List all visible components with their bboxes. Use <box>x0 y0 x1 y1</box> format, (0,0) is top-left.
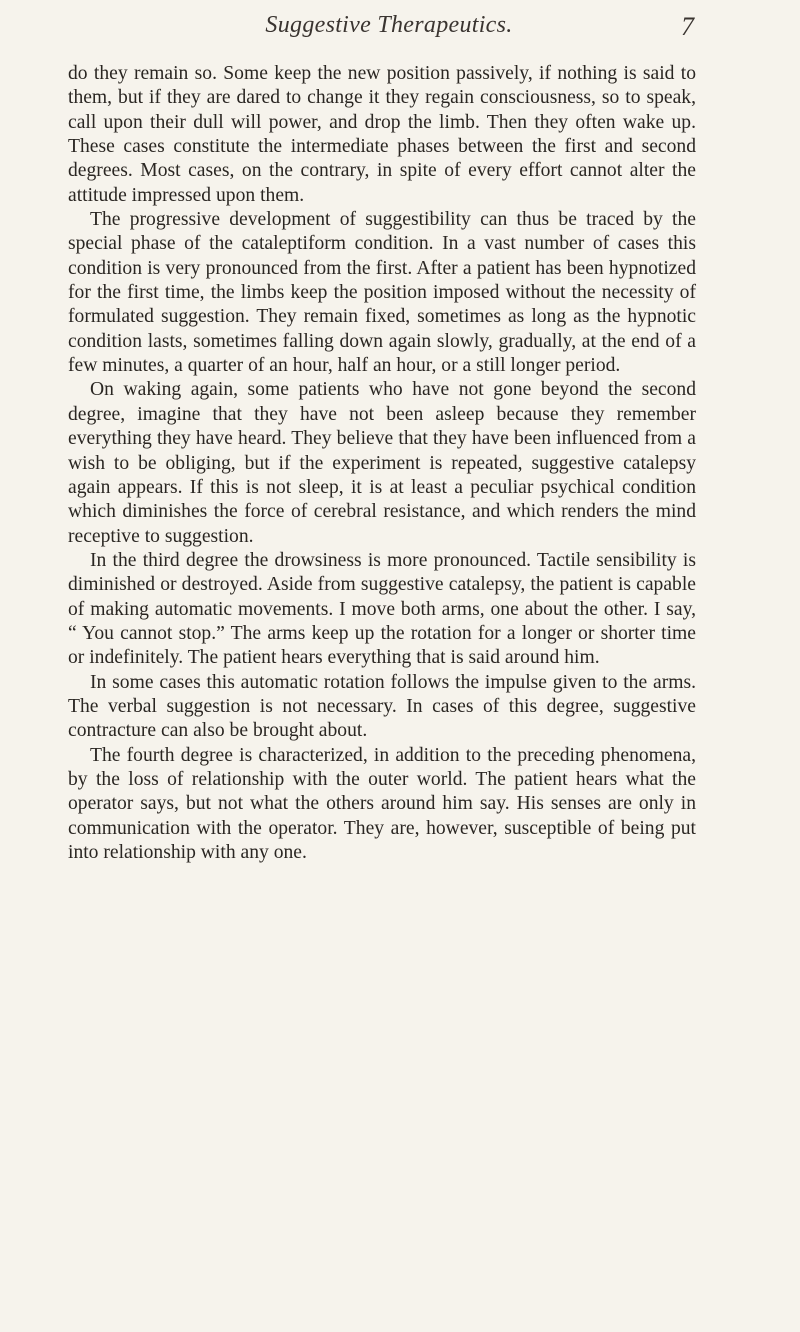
paragraph-6: The fourth degree is characterized, in addition to the preceding phenomena, by the loss of relationship with the outer world. The patient hears what the operator says, but not what the others around him say. His senses are only in communication with the operator. They are, however, susceptible of being put into relationship with any one. <box>68 744 696 863</box>
body-text <box>68 62 696 865</box>
paragraph-1: do they remain so. Some keep the new position passively, if nothing is said to them, but if they are dared to change it they regain consciousness, so to speak, call upon their dull will power, and drop the limb. Then they often wake up. These cases constitute the intermediate phases between the first and second degrees. Most cases, on the contrary, in spite of every effort cannot alter the attitude impressed upon them. <box>68 63 696 206</box>
paragraph-5: In some cases this automatic rotation follows the impulse given to the arms. The verbal suggestion is not necessary. In cases of this degree, suggestive contracture can also be brought about. <box>68 671 696 742</box>
page-number: 7 <box>681 12 694 41</box>
paragraph-3: On waking again, some patients who have not gone beyond the second degree, imagine that they have not been asleep because they remember everything they have heard. They believe that they have been influenced from a wish to be obliging, but if the experiment is repeated, suggestive catalepsy again appears. If this is not sleep, it is at least a peculiar psychical condition which diminishes the force of cerebral resistance, and which renders the mind receptive to suggestion. <box>68 379 696 547</box>
running-head <box>98 12 694 52</box>
paragraph-4: In the third degree the drowsiness is more pronounced. Tactile sensibility is diminished or destroyed. Aside from suggestive catalepsy, the patient is capable of making automatic movements. I move both arms, one about the other. I say, “ You cannot stop.” The arms keep up the rotation for a longer or shorter time or indefinitely. The patient hears everything that is said around him. <box>68 549 696 669</box>
paragraph-2: The progressive development of suggestibility can thus be traced by the special phase of the cataleptiform condition. In a vast number of cases this condition is very pronounced from the first. After a patient has been hypnotized for the first time, the limbs keep the position imposed without the necessity of formulated suggestion. They remain fixed, sometimes as long as the hypnotic condition lasts, sometimes falling down again slowly, gradually, at the end of a few minutes, a quarter of an hour, half an hour, or a still longer period. <box>68 209 696 377</box>
running-title: Suggestive Therapeutics. <box>265 12 513 38</box>
